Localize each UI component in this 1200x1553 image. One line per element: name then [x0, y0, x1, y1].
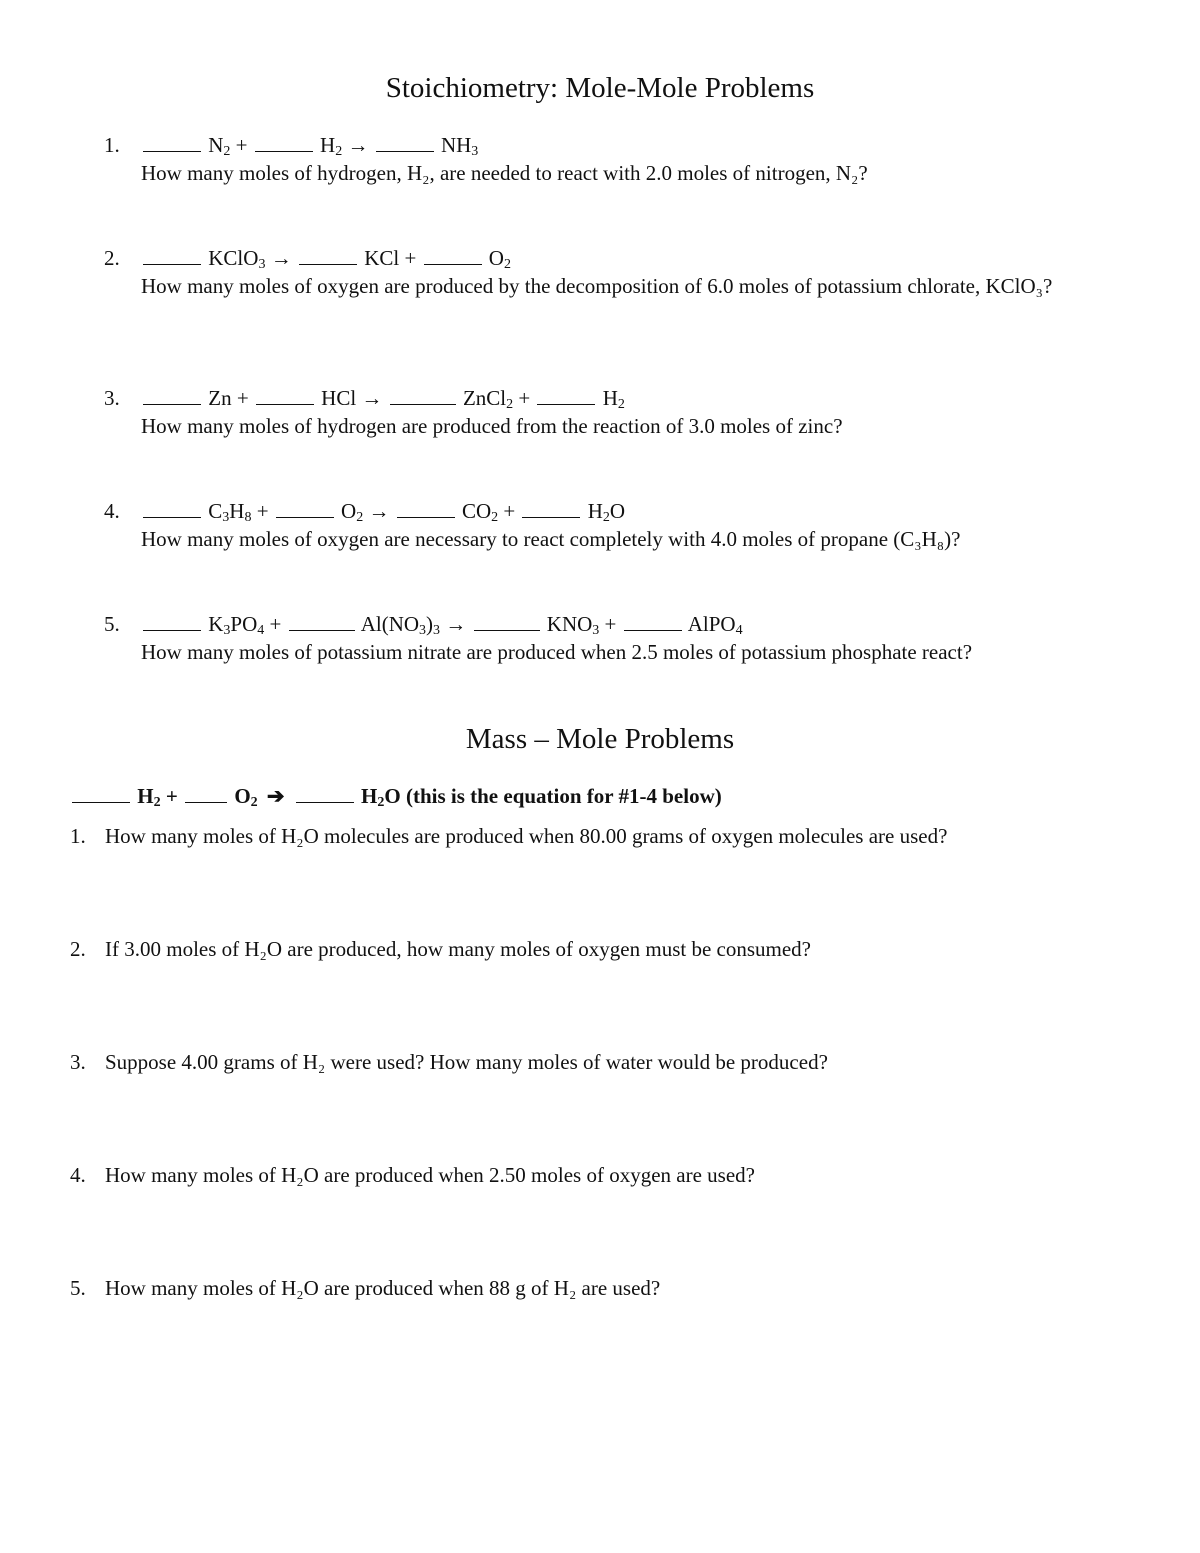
page-title: Stoichiometry: Mole-Mole Problems	[385, 72, 815, 104]
equation-note: (this is the equation for #1-4 below)	[405, 784, 722, 808]
problem-number: 2.	[104, 246, 120, 270]
section-title: Mass – Mole Problems	[465, 723, 735, 755]
answer-blank[interactable]	[276, 499, 334, 518]
problem-number: 5.	[70, 1276, 86, 1300]
answer-blank[interactable]	[255, 133, 313, 152]
problem-number: 2.	[70, 937, 86, 961]
equation: $N_2 + H_2 \to NH_3$	[141, 131, 1104, 159]
problem-number: 4.	[104, 499, 120, 523]
answer-blank[interactable]	[376, 133, 434, 152]
question-text: How many moles of H₂O are produced when 2.50 moles of oxygen are used?	[105, 1163, 755, 1187]
answer-blank[interactable]	[474, 612, 540, 631]
answer-blank[interactable]	[289, 612, 355, 631]
equation: $C_3H_8 + O_2 \to CO_2 + H_2O$	[141, 497, 1104, 525]
question-text: How many moles of H₂O are produced when 88 g of H₂ are used?	[105, 1276, 661, 1300]
mass-problem-1	[70, 822, 1150, 850]
mass-problem-5	[70, 1274, 1150, 1302]
answer-blank[interactable]	[143, 133, 201, 152]
question-text: How many moles of potassium nitrate are produced when 2.5 moles of potassium phosphate react?	[141, 640, 973, 664]
answer-blank[interactable]	[397, 499, 455, 518]
problem-number: 4.	[70, 1163, 86, 1187]
question-text: How many moles of H₂O molecules are produced when 80.00 grams of oxygen molecules are used?	[105, 824, 948, 848]
question-text: How many moles of hydrogen, H₂, are needed to react with 2.0 moles of nitrogen, N₂?	[141, 161, 868, 185]
mole-problem-1	[104, 131, 1104, 187]
question-text: If 3.00 moles of H₂O are produced, how many moles of oxygen must be consumed?	[105, 937, 811, 961]
answer-blank[interactable]	[256, 386, 314, 405]
question-text: How many moles of oxygen are produced by the decomposition of 6.0 moles of potassium chlorate, KClO₃?	[141, 274, 1053, 298]
answer-blank[interactable]	[522, 499, 580, 518]
mass-problem-3	[70, 1048, 1150, 1076]
answer-blank[interactable]	[296, 784, 354, 803]
question-text: How many moles of hydrogen are produced from the reaction of 3.0 moles of zinc?	[141, 414, 843, 438]
mole-problem-3	[104, 384, 1104, 440]
answer-blank[interactable]	[424, 246, 482, 265]
answer-blank[interactable]	[537, 386, 595, 405]
arrow-right-icon: ➔	[266, 784, 285, 808]
mass-mole-equation: $H_2 + O_2$ ➔ $H_2O$ (this is the equation for #1-4 below)	[70, 782, 722, 810]
problem-number: 5.	[104, 612, 120, 636]
answer-blank[interactable]	[72, 784, 130, 803]
mole-problem-4	[104, 497, 1104, 553]
answer-blank[interactable]	[624, 612, 682, 631]
answer-blank[interactable]	[143, 246, 201, 265]
mole-problem-2	[104, 244, 1104, 300]
mole-problem-5	[104, 610, 1104, 666]
equation: KClO$_3$ → KCl + $O_2$	[141, 244, 1104, 272]
question-text: How many moles of oxygen are necessary to react completely with 4.0 moles of propane (C₃H₈)?	[141, 527, 961, 551]
answer-blank[interactable]	[143, 612, 201, 631]
answer-blank[interactable]	[143, 499, 201, 518]
answer-blank[interactable]	[143, 386, 201, 405]
answer-blank[interactable]	[185, 784, 227, 803]
answer-blank[interactable]	[390, 386, 456, 405]
mass-problem-2	[70, 935, 1150, 963]
problem-number: 1.	[104, 133, 120, 157]
problem-number: 3.	[104, 386, 120, 410]
mass-problem-4	[70, 1161, 1150, 1189]
problem-number: 3.	[70, 1050, 86, 1074]
equation: $K_3PO_4 + Al(NO_3)_3 \to KNO_3$ + AlPO$_4$	[141, 610, 1104, 638]
answer-blank[interactable]	[299, 246, 357, 265]
question-text: Suppose 4.00 grams of H₂ were used? How many moles of water would be produced?	[105, 1050, 828, 1074]
problem-number: 1.	[70, 824, 86, 848]
equation: Zn + HCl → ZnCl$_2$ + $H_2$	[141, 384, 1104, 412]
